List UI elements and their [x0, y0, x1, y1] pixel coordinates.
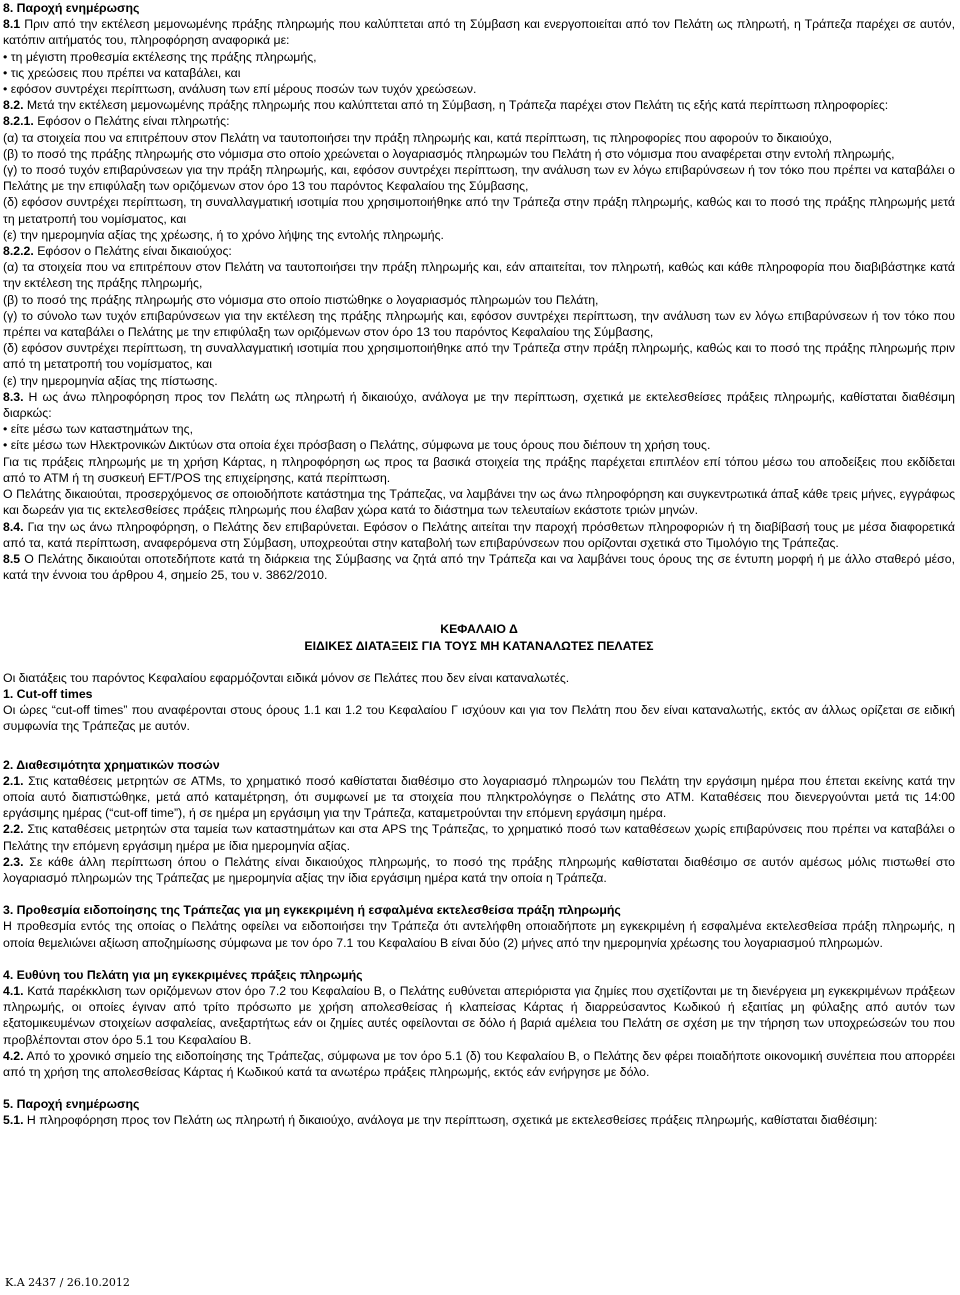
- list-item: (ε) την ημερομηνία αξίας της χρέωσης, ή το χρόνο λήψης της εντολής πληρωμής.: [3, 227, 444, 242]
- paragraph-number: 8.1: [3, 17, 21, 32]
- paragraph-text: Στις καταθέσεις μετρητών σε ATMs, το χρηματικό ποσό καθίσταται διαθέσιμο στο λογαριασμό πληρωμών του Πελάτη την εργάσιμη ημέρα που έπεται εκείνης κατά την οποία αυτό διαπιστώθηκε, μετά από καταμέτρηση, ότι συμφωνεί με τα στοιχεία που πληκτρολόγησε ο Πελάτης στο ATM. Καταθέσεις που διενεργούνται μετά τις 14:00 εργάσιμης ημέρας (“cut-off time”), ή σε ημέρα μη εργάσιμη για την Τράπεζα, καταμετρούνται την επόμενη εργάσιμη ημέρα.: [3, 773, 955, 821]
- paragraph-text: Οι ώρες “cut-off times” που αναφέρονται στους όρους 1.1 και 1.2 του Κεφαλαίου Γ ισχύουν και για τον Πελάτη που δεν είναι καταναλωτής, εκτός αν άλλως ορίζεται σε ειδική συμφωνία της Τράπεζας με αυτόν.: [3, 703, 955, 734]
- chapter-intro: Οι διατάξεις του παρόντος Κεφαλαίου εφαρμόζονται ειδικά μόνον σε Πελάτες που δεν είναι καταναλωτές.: [3, 670, 570, 685]
- paragraph-number: 8.5: [3, 551, 21, 566]
- list-item: (β) το ποσό της πράξης πληρωμής στο νόμισμα στο οποίο χρεώνεται ο λογαριασμός πληρωμών του Πελάτη ή στο νόμισμα που αναφέρεται στην εντολή πληρωμής,: [3, 146, 895, 161]
- paragraph-2-2: [3, 821, 955, 853]
- section-8-heading: 8. Παροχή ενημέρωσης: [3, 1, 140, 15]
- paragraph-8-2-1: [3, 113, 955, 129]
- paragraph-text: Η πληροφόρηση προς τον Πελάτη ως πληρωτή ή δικαιούχο, ανάλογα με την περίπτωση, σχετικά με εκτελεσθείσες πράξεις πληρωμής, καθίσταται διαθέσιμη:: [23, 1113, 878, 1128]
- paragraph-text: Ο Πελάτης δικαιούται οποτεδήποτε κατά τη διάρκεια της Σύμβασης να ζητά από την Τράπεζα και να λαμβάνει τους όρους της σε έντυπη μορφή ή με άλλο σταθερό μέσο, κατά την έννοια του άρθρου 4, σημείο 25, του ν. 3862/2010.: [3, 551, 955, 583]
- paragraph-text: Για την ως άνω πληροφόρηση, ο Πελάτης δεν επιβαρύνεται. Εφόσον ο Πελάτης αιτείται την παροχή πρόσθετων πληροφοριών ή τη διαβίβασή τους με μέσα διαφορετικά από τα, κατά περίπτωση, αναφερόμενα στη Σύμβαση, υποχρεούται στην καταβολή των επιβαρύνσεων που ορίζονται σχετικά στο Τιμολόγιο της Τράπεζας.: [3, 519, 955, 550]
- bullet-item: • είτε μέσω των Ηλεκτρονικών Δικτύων στα οποία έχει πρόσβαση ο Πελάτης, σύμφωνα με τους όρους που διέπουν τη χρήση τους.: [3, 438, 711, 453]
- paragraph-number: 2.3.: [3, 854, 24, 869]
- list-item: (β) το ποσό της πράξης πληρωμής στο νόμισμα στο οποίο πιστώθηκε ο λογαριασμός πληρωμών του Πελάτη,: [3, 292, 599, 307]
- section-1-heading: 1. Cut-off times: [3, 686, 93, 701]
- paragraph-text: Κατά παρέκκλιση των οριζόμενων στον όρο 7.2 του Κεφαλαίου Β, ο Πελάτης ευθύνεται απεριόριστα για ζημίες που σχετίζονται με τη διενέργεια μη εγκεκριμένων πράξεων πληρωμής, οι οποίες έγιναν από τρίτο πρόσωπο με χρήση απολεσθείσας ή κλαπείσας Κάρτας ή διαρρεύσαντος Κωδικού ή εξαιτίας μη φύλαξης από αυτόν των εξατομικευμένων στοιχείων ασφαλείας, ανεξαρτήτως εάν οι ζημίες αυτές οφείλονται σε δόλο ή βαριά αμέλεια του Πελάτη σε σχέση με την τήρηση των υποχρεώσεών του που προβλέπονται στον όρο 5.1 του Κεφαλαίου Β.: [3, 983, 955, 1047]
- paragraph-2-1: [3, 773, 955, 822]
- paragraph-text: Ο Πελάτης δικαιούται, προσερχόμενος σε οποιοδήποτε κατάστημα της Τράπεζας, να λαμβάνει την ως άνω πληροφόρηση και συγκεντρωτικά άπαξ κάθε τρεις μήνες, εγγράφως και δωρεάν για τις εκτελεσθείσες πράξεις πληρωμής που έλαβαν χώρα κατά το διάστημα των τελευταίων εκάστοτε τριών μηνών.: [3, 487, 955, 518]
- paragraph-number: 2.2.: [3, 822, 24, 837]
- paragraph-5-1: [3, 1112, 955, 1128]
- chapter-title: ΚΕΦΑΛΑΙΟ Δ: [440, 622, 518, 637]
- paragraph-number: 8.2.1.: [3, 114, 34, 129]
- paragraph-8-5: [3, 551, 955, 583]
- list-item: (α) τα στοιχεία που να επιτρέπουν στον Πελάτη να ταυτοποιήσει την πράξη πληρωμής και, εάν απαιτείται, τον πληρωτή, καθώς και κάθε πληροφορία που διαβιβάστηκε κατά την εκτέλεση της πράξης πληρωμής,: [3, 260, 955, 291]
- paragraph-text: Για τις πράξεις πληρωμής με τη χρήση Κάρτας, η πληροφόρηση ως προς τα βασικά στοιχεία της πράξης παρέχεται επιπλέον επί τόπου μέσω του αποδείξεις που εκδίδεται από το ATM ή τη συσκευή EFT/POS της επιχείρησης, κατά περίπτωση.: [3, 454, 955, 485]
- paragraph-number: 8.3.: [3, 389, 24, 404]
- paragraph-text: Σε κάθε άλλη περίπτωση όπου ο Πελάτης είναι δικαιούχος πληρωμής, το ποσό της πράξης πληρωμής καθίσταται διαθέσιμο σε αυτόν αμέσως μόλις πιστωθεί στο λογαριασμό πληρωμών της Τράπεζας με ημερομηνία αξίας την ίδια εργάσιμη ημέρα κατά την οποία η Τράπεζα.: [3, 854, 955, 885]
- section-2-heading: 2. Διαθεσιμότητα χρηματικών ποσών: [3, 757, 220, 772]
- section-3-heading: 3. Προθεσμία ειδοποίησης της Τράπεζας για μη εγκεκριμένη ή εσφαλμένα εκτελεσθείσα πράξη πληρωμής: [3, 903, 621, 918]
- paragraph-4-1: [3, 983, 955, 1048]
- paragraph-number: 8.2.2.: [3, 244, 34, 259]
- document-page: [3, 0, 955, 1129]
- list-item: (γ) το ποσό τυχόν επιβαρύνσεων για την πράξη πληρωμής, και, εφόσον συντρέχει περίπτωση, την ανάλυση των εν λόγω επιβαρύνσεων ή τον τόκο που πρέπει να καταβάλει ο Πελάτης με την επιφύλαξη των οριζόμενων στον όρο 13 του παρόντος Κεφαλαίου της Σύμβασης,: [3, 163, 955, 194]
- list-item: (δ) εφόσον συντρέχει περίπτωση, τη συναλλαγματική ισοτιμία που χρησιμοποιήθηκε από την Τράπεζα στην πράξη πληρωμής, καθώς και το ποσό της πράξης πληρωμής μετά τη μετατροπή του νομίσματος, και: [3, 195, 955, 226]
- list-item: (ε) την ημερομηνία αξίας της πίστωσης.: [3, 373, 218, 388]
- chapter-subtitle: ΕΙΔΙΚΕΣ ΔΙΑΤΑΞΕΙΣ ΓΙΑ ΤΟΥΣ ΜΗ ΚΑΤΑΝΑΛΩΤΕΣ ΠΕΛΑΤΕΣ: [304, 638, 654, 653]
- list-item: (α) τα στοιχεία που να επιτρέπουν στον Πελάτη να ταυτοποιήσει την πράξη πληρωμής και, κατά περίπτωση, τις πληροφορίες που αφορούν το δικαιούχο,: [3, 130, 832, 145]
- paragraph-text: Η ως άνω πληροφόρηση προς τον Πελάτη ως πληρωτή ή δικαιούχο, ανάλογα με την περίπτωση, σχετικά με εκτελεσθείσες πράξεις πληρωμής, καθίσταται διαθέσιμη διαρκώς:: [3, 389, 955, 421]
- paragraph-text: Εφόσον ο Πελάτης είναι δικαιούχος:: [33, 244, 232, 259]
- bullet-item: • είτε μέσω των καταστημάτων της,: [3, 422, 193, 437]
- bullet-item: • τις χρεώσεις που πρέπει να καταβάλει, και: [3, 65, 241, 80]
- paragraph-text: Εφόσον ο Πελάτης είναι πληρωτής:: [33, 114, 230, 129]
- paragraph-4-2: [3, 1048, 955, 1080]
- paragraph-text: Από το χρονικό σημείο της ειδοποίησης της Τράπεζας, σύμφωνα με τον όρο 5.1 (δ) του Κεφαλαίου Β, ο Πελάτης δεν φέρει ποιαδήποτε οικονομική συνέπεια που απορρέει από τη χρήση της απολεσθείσας Κάρτας ή Κωδικού κατά τα ανωτέρω πράξεις πληρωμής, εκτός εάν ενήργησε με δόλο.: [3, 1048, 955, 1079]
- paragraph-8-4: [3, 519, 955, 551]
- paragraph-number: 8.4.: [3, 519, 24, 534]
- paragraph-text: Πριν από την εκτέλεση μεμονωμένης πράξης πληρωμής που καλύπτεται από τη Σύμβαση και ενεργοποιείται από τον Πελάτη ως πληρωτή, η Τράπεζα παρέχει σε αυτόν, κατόπιν αιτήματός του, πληροφόρηση αναφορικά με:: [3, 17, 955, 48]
- paragraph-text: Η προθεσμία εντός της οποίας ο Πελάτης οφείλει να ειδοποιήσει την Τράπεζα ότι αντελήφθη οποιαδήποτε μη εγκεκριμένη ή εσφαλμένα εκτελεσθείσα πράξη πληρωμής, η οποία θεμελιώνει αξίωση αποζημίωσης σύμφωνα με τον όρο 7.1 του Κεφαλαίου Β είναι δύο (2) μήνες από την ημερομηνία χρέωσης του λογαριασμού πληρωμών.: [3, 919, 955, 950]
- paragraph-number: 5.1.: [3, 1113, 24, 1128]
- list-item: (γ) το σύνολο των τυχόν επιβαρύνσεων για την εκτέλεση της πράξης πληρωμής και, εφόσον συντρέχει περίπτωση, την ανάλυση των εν λόγω επιβαρύνσεων ή τον τόκο που πρέπει να καταβάλει ο Πελάτης με την επιφύλαξη των οριζόμενων στον όρο 13 του παρόντος Κεφαλαίου της Σύμβασης,: [3, 308, 955, 340]
- document-footer: Κ.Α 2437 / 26.10.2012: [5, 1276, 130, 1289]
- bullet-item: • εφόσον συντρέχει περίπτωση, ανάλυση των επί μέρους ποσών των τυχόν χρεώσεων.: [3, 82, 477, 97]
- paragraph-number: 2.1.: [3, 773, 24, 788]
- section-4-heading: 4. Ευθύνη του Πελάτη για μη εγκεκριμένες πράξεις πληρωμής: [3, 967, 363, 982]
- paragraph-8-1: [3, 16, 955, 48]
- paragraph-number: 4.1.: [3, 983, 24, 998]
- paragraph-8-2: [3, 97, 955, 113]
- section-5-heading: 5. Παροχή ενημέρωσης: [3, 1097, 140, 1112]
- paragraph-number: 8.2.: [3, 98, 24, 113]
- paragraph-8-2-2: [3, 243, 955, 259]
- bullet-item: • τη μέγιστη προθεσμία εκτέλεσης της πράξης πληρωμής,: [3, 49, 317, 64]
- paragraph-2-3: [3, 854, 955, 886]
- paragraph-8-3: [3, 389, 955, 421]
- paragraph-text: Στις καταθέσεις μετρητών στα ταμεία των καταστημάτων και στα APS της Τράπεζας, το χρηματικό ποσό των καταθέσεων χωρίς επιβαρύνσεις που πρέπει να καταβάλει ο Πελάτης την επόμενη εργάσιμη ημέρα με ίδια ημερομηνία αξίας.: [3, 822, 955, 853]
- paragraph-number: 4.2.: [3, 1048, 24, 1063]
- paragraph-text: Μετά την εκτέλεση μεμονωμένης πράξης πληρωμής που καλύπτεται από τη Σύμβαση, η Τράπεζα παρέχει στον Πελάτη τις εξής κατά περίπτωση πληροφορίες:: [23, 98, 889, 113]
- list-item: (δ) εφόσον συντρέχει περίπτωση, τη συναλλαγματική ισοτιμία που χρησιμοποιήθηκε από την Τράπεζα στην πράξη πληρωμής, καθώς και το ποσό της πράξης πληρωμής πριν από τη μετατροπή του νομίσματος, και: [3, 341, 955, 372]
